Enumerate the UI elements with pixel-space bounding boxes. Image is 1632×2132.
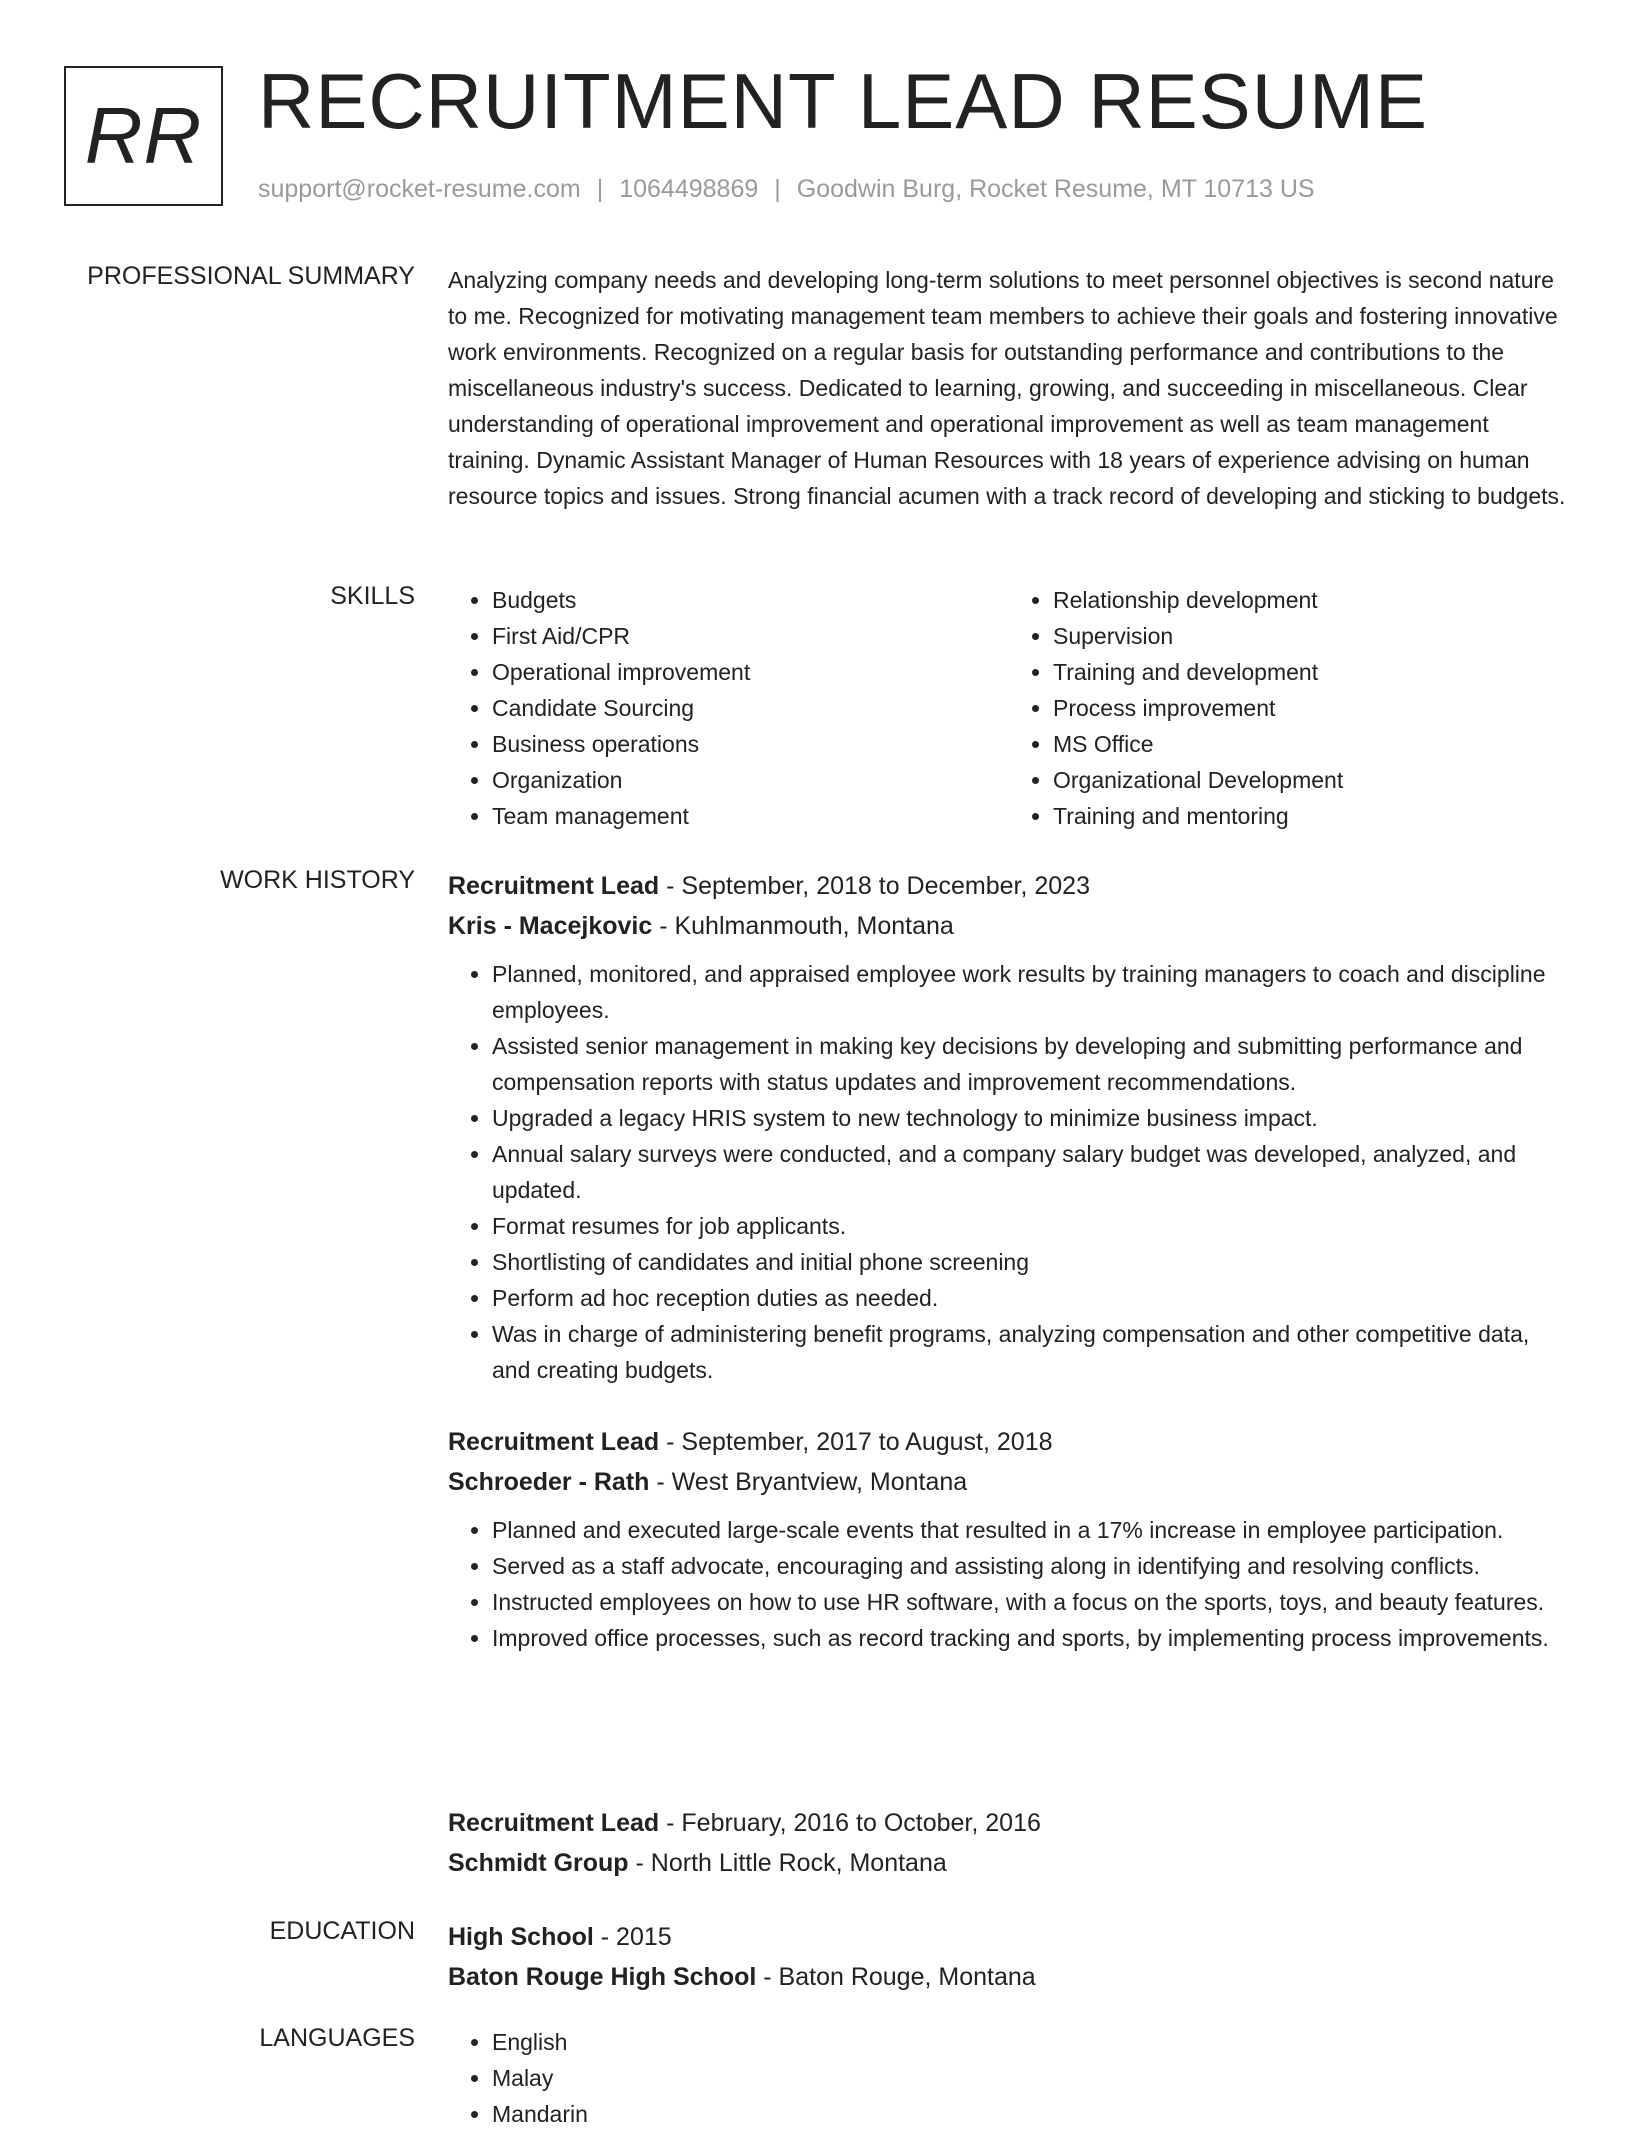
skill-item: • Business operations — [492, 726, 1009, 762]
job-title: Recruitment Lead — [448, 1809, 660, 1837]
education-school-line — [448, 1957, 1570, 1997]
skill-item: • Operational improvement — [492, 654, 1009, 690]
job-bullet: • Planned and executed large-scale events that resulted in a 17% increase in employee participation. — [492, 1512, 1570, 1548]
summary-text: Analyzing company needs and developing long-term solutions to meet personnel objectives is second nature to me. Recognized for motivating management team members to achieve their goals and fostering innovative work environments. Recognized on a regular basis for outstanding performance and contributions to the miscellaneous industry's success. Dedicated to learning, growing, and succeeding in miscellaneous. Clear understanding of operational improvement and operational improvement as well as team management training. Dynamic Assistant Manager of Human Resources with 18 years of experience advising on human resource topics and issues. Strong financial acumen with a track record of developing and sticking to budgets. — [448, 267, 1566, 509]
skill-item: • Organizational Development — [1053, 762, 1570, 798]
summary-content — [448, 262, 1570, 514]
job-location: - West Bryantview, Montana — [649, 1468, 968, 1496]
language-item: • English — [492, 2024, 1570, 2060]
job-entry — [448, 1422, 1570, 1656]
job-bullet: • Instructed employees on how to use HR software, with a focus on the sports, toys, and beauty features. — [492, 1584, 1570, 1620]
job-entry — [448, 1803, 1570, 1883]
section-label: WORK HISTORY — [220, 866, 415, 894]
monogram-logo: RR — [64, 66, 223, 206]
skill-item: • Process improvement — [1053, 690, 1570, 726]
job-entry — [448, 866, 1570, 1388]
contact-line — [258, 175, 1315, 204]
job-bullet: • Shortlisting of candidates and initial phone screening — [492, 1244, 1570, 1280]
education-degree-line — [448, 1917, 1570, 1957]
job-bullet: • Format resumes for job applicants. — [492, 1208, 1570, 1244]
job-title-line — [448, 1803, 1570, 1843]
skill-item: • Training and development — [1053, 654, 1570, 690]
skill-item: • Organization — [492, 762, 1009, 798]
job-company-line — [448, 906, 1570, 946]
job-bullet: • Annual salary surveys were conducted, and a company salary budget was developed, analyzed, and updated. — [492, 1136, 1570, 1208]
contact-email[interactable]: support@rocket-resume.com — [258, 175, 581, 203]
job-title-line — [448, 866, 1570, 906]
contact-address: Goodwin Burg, Rocket Resume, MT 10713 US — [796, 175, 1315, 203]
skill-item: • Training and mentoring — [1053, 798, 1570, 834]
job-dates: - September, 2018 to December, 2023 — [659, 872, 1090, 900]
job-company: Schmidt Group — [448, 1849, 629, 1877]
job-bullet: • Planned, monitored, and appraised employee work results by training managers to coach and discipline employees. — [492, 956, 1570, 1028]
skill-item: • Candidate Sourcing — [492, 690, 1009, 726]
skill-item: • Team management — [492, 798, 1009, 834]
skill-item: • Supervision — [1053, 618, 1570, 654]
contact-phone[interactable]: 1064498869 — [619, 175, 759, 203]
job-location: - Kuhlmanmouth, Montana — [652, 912, 954, 940]
job-company: Schroeder - Rath — [448, 1468, 650, 1496]
resume-title: RECRUITMENT LEAD RESUME — [258, 57, 1429, 145]
contact-separator: | — [596, 175, 604, 203]
job-bullet: • Perform ad hoc reception duties as needed. — [492, 1280, 1570, 1316]
language-item: • Mandarin — [492, 2096, 1570, 2132]
job-title-line — [448, 1422, 1570, 1462]
job-bullet: • Upgraded a legacy HRIS system to new technology to minimize business impact. — [492, 1100, 1570, 1136]
languages-list — [448, 2024, 1570, 2132]
education-degree: High School — [448, 1923, 594, 1951]
section-label: SKILLS — [330, 582, 415, 610]
skills-list-left — [448, 582, 1009, 834]
languages-content — [448, 2024, 1570, 2132]
education-year: - 2015 — [593, 1923, 672, 1951]
job-title: Recruitment Lead — [448, 872, 660, 900]
education-content — [448, 1917, 1570, 1997]
job-bullets — [448, 1512, 1570, 1656]
job-bullet: • Assisted senior management in making key decisions by developing and submitting performance and compensation reports with status updates and improvement recommendations. — [492, 1028, 1570, 1100]
job-title: Recruitment Lead — [448, 1428, 660, 1456]
job-bullet: • Improved office processes, such as record tracking and sports, by implementing process improvements. — [492, 1620, 1570, 1656]
job-dates: - September, 2017 to August, 2018 — [659, 1428, 1053, 1456]
job-bullets — [448, 956, 1570, 1388]
education-school: Baton Rouge High School — [448, 1963, 757, 1991]
skills-list-right — [1009, 582, 1570, 834]
job-company: Kris - Macejkovic — [448, 912, 653, 940]
contact-separator: | — [774, 175, 781, 203]
job-company-line — [448, 1843, 1570, 1883]
skill-item: • First Aid/CPR — [492, 618, 1009, 654]
job-dates: - February, 2016 to October, 2016 — [659, 1809, 1041, 1837]
job-location: - North Little Rock, Montana — [628, 1849, 947, 1877]
job-bullet: • Served as a staff advocate, encouraging and assisting along in identifying and resolving conflicts. — [492, 1548, 1570, 1584]
language-item: • Malay — [492, 2060, 1570, 2096]
job-company-line — [448, 1462, 1570, 1502]
section-label: LANGUAGES — [259, 2024, 415, 2052]
section-label: PROFESSIONAL SUMMARY — [87, 262, 415, 290]
skill-item: • Budgets — [492, 582, 1009, 618]
work-history-content — [448, 866, 1570, 1877]
job-bullet: • Was in charge of administering benefit programs, analyzing compensation and other competitive data, and creating budgets. — [492, 1316, 1570, 1388]
skill-item: • MS Office — [1053, 726, 1570, 762]
skill-item: • Relationship development — [1053, 582, 1570, 618]
skills-content — [448, 582, 1570, 834]
section-label: EDUCATION — [269, 1917, 415, 1945]
education-location: - Baton Rouge, Montana — [756, 1963, 1036, 1991]
